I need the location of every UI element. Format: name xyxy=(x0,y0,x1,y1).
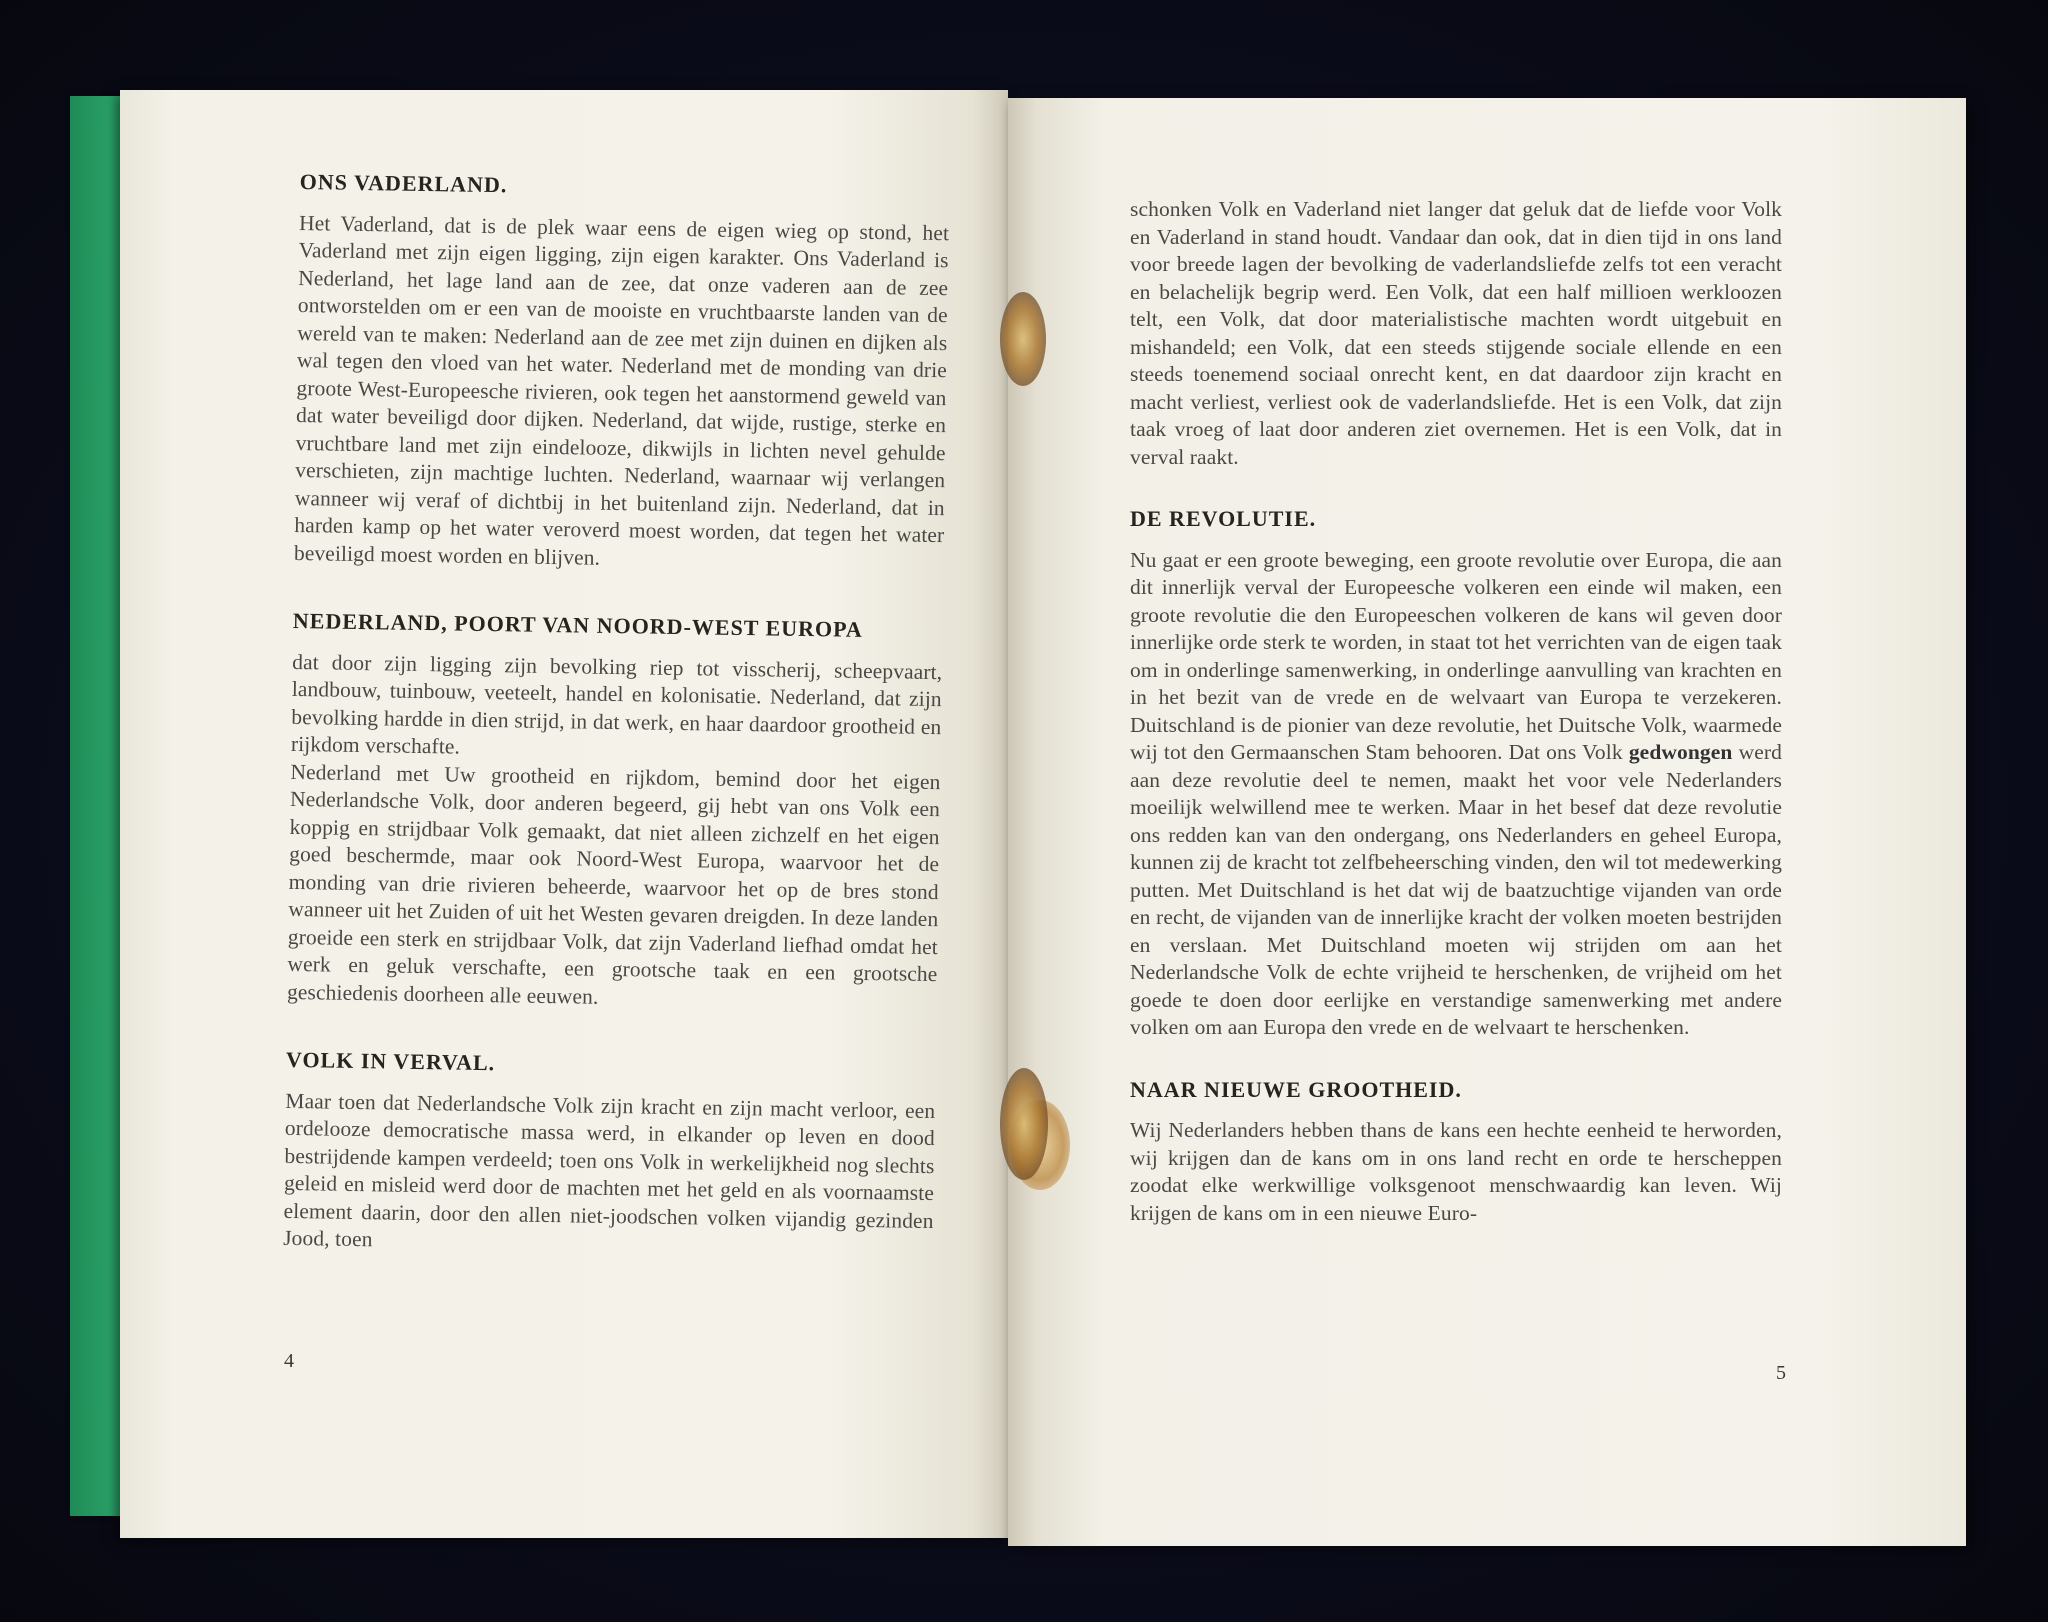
heading-ons-vaderland: ONS VADERLAND. xyxy=(299,168,508,198)
water-stain-upper xyxy=(1000,292,1046,386)
heading-naar-nieuwe-grootheid: NAAR NIEUWE GROOTHEID. xyxy=(1130,1076,1462,1102)
page-number-right: 5 xyxy=(1776,1362,1786,1384)
heading-volk-in-verval: VOLK IN VERVAL. xyxy=(285,1046,496,1076)
left-page-text xyxy=(283,168,950,1263)
heading-de-revolutie: DE REVOLUTIE. xyxy=(1130,506,1317,531)
water-stain-lower xyxy=(1000,1068,1048,1180)
paragraph-poort-2: Nederland met Uw grootheid en rijkdom, bemind door het eigen Nederlandsche Volk, door anderen begeerd, gij hebt van ons Volk een koppig en strijdbaar Volk gemaakt, dat niet alleen zichzelf en het eigen goed beschermde, maar ook Noord-West Europa, waarvoor het de monding van drie rivieren beheerde, waarvoor het op de bres stond wanneer uit het Zuiden of uit het Westen gevaren dreigden. In deze landen groeide een sterk en strijdbaar Volk, dat zijn Vaderland liefhad omdat het werk en geluk verschafte, een grootsche taak en een grootsche geschiedenis doorheen alle eeuwen. xyxy=(286,759,941,1009)
emphasised-word-gedwongen: gedwongen xyxy=(1628,740,1733,764)
paragraph-de-revolutie xyxy=(1130,547,1782,1042)
heading-poort-van-noord-west-europa: NEDERLAND, POORT VAN NOORD-WEST EUROPA xyxy=(292,607,864,642)
revolutie-text-part-1: Nu gaat er een groote beweging, een groote revolutie over Europa, die aan dit innerlijk verval der Europeesche volkeren een einde wil maken, een groote revolutie die den Europeeschen volkeren de kans wil geven door innerlijke orde sterk te worden, in staat tot het verrichten van de eigen taak om in onderlinge samenwerking, in onderlinge aanvulling van krachten en in het bezit van de vrede en de welvaart van Europa te verzekeren. Duitschland is de pionier van deze revolutie, het Duitsche Volk, waarmede wij tot den Germaanschen Stam behooren. Dat ons Volk xyxy=(1130,547,1782,764)
page-number-left: 4 xyxy=(284,1350,294,1372)
paragraph-naar-nieuwe-grootheid: Wij Nederlanders hebben thans de kans een hechte eenheid te herworden, wij krijgen dan de kans om in ons land recht en orde te herscheppen zoodat elke werkwillige volksgenoot menschwaardig kan leven. Wij krijgen de kans om in een nieuwe Euro- xyxy=(1130,1118,1782,1225)
paragraph-poort-1: dat door zijn ligging zijn bevolking riep tot visscherij, scheepvaart, landbouw, tuinbouw, veeteelt, handel en kolonisatie. Nederland, dat zijn bevolking hardde in dien strijd, in dat werk, en haar daardoor grootheid en rijkdom verschafte. xyxy=(290,649,943,759)
paragraph-volk-in-verval: Maar toen dat Nederlandsche Volk zijn kracht en zijn macht verloor, een ordelooze democratische massa werd, in elkander op leven en dood bestrijdende kampen verdeeld; toen ons Volk in werkelijkheid nog slechts geleid en misleid werd door de machten met het geld en als voornaamste element daarin, door den allen niet-joodschen volken vijandig gezinden Jood, toen xyxy=(283,1088,936,1252)
paragraph-continuation: schonken Volk en Vaderland niet langer dat geluk dat de liefde voor Volk en Vaderland in stand houdt. Vandaar dan ook, dat in dien tijd in ons land voor breede lagen der bevolking de vaderlandsliefde zelfs tot een veracht en belachelijk begrip werd. Een Volk, dat een half millioen werkloozen telt, een Volk, dat door materialistische machten wordt uitgebuit en mishandeld; een Volk, dat een steeds stijgende sociale ellende en een steeds toenemend sociaal onrecht kent, en dat daardoor zijn kracht en macht verliest, verliest ook de vaderlandsliefde. Het is een Volk, dat zijn taak vroeg of laat door anderen ziet overnemen. Het is een Volk, dat in verval raakt. xyxy=(1130,197,1782,469)
right-page-text xyxy=(1130,196,1782,1227)
paragraph-ons-vaderland: Het Vaderland, dat is de plek waar eens de eigen wieg op stond, het Vaderland met zijn eigen ligging, zijn eigen karakter. Ons Vaderland is Nederland, het lage land aan de zee, dat onze vaderen aan de zee ontworstelden om er een van de mooiste en vruchtbaarste landen van de wereld van te maken: Nederland aan de zee met zijn duinen en dijken als wal tegen den vloed van het water. Nederland met de monding van drie groote West-Europeesche rivieren, ook tegen het aanstormend geweld van dat water beveiligd door dijken. Nederland, dat wijde, rustige, sterke en vruchtbare land met zijn eindelooze, dikwijls in lichten nevel gehulde verschieten, zijn machtige luchten. Nederland, waarnaar wij verlangen wanneer wij veraf of dichtbij in het buitenland zijn. Nederland, dat in harden kamp op het water veroverd moest worden, dat tegen het water beveiligd moest worden en blijven. xyxy=(293,210,950,570)
revolutie-text-part-2: werd aan deze revolutie deel te nemen, maakt het voor vele Nederlanders moeilijk welwillend mee te werken. Maar in het besef dat deze revolutie ons redden kan van den ondergang, ons Nederlanders en geheel Europa, kunnen zij de kracht tot zelfbeheersching vinden, den wil tot medewerking putten. Met Duitschland is het dat wij de baatzuchtige vijanden van orde en recht, de vijanden van de innerlijke kracht der volken moeten bestrijden en verslaan. Met Duitschland moeten wij strijden om aan het Nederlandsche Volk de echte vrijheid te herschenken, de vrijheid om het goede te doen door eerlijke en verstandige samenwerking met andere volken om aan Europa den vrede en de welvaart te herschenken. xyxy=(1130,740,1782,1039)
